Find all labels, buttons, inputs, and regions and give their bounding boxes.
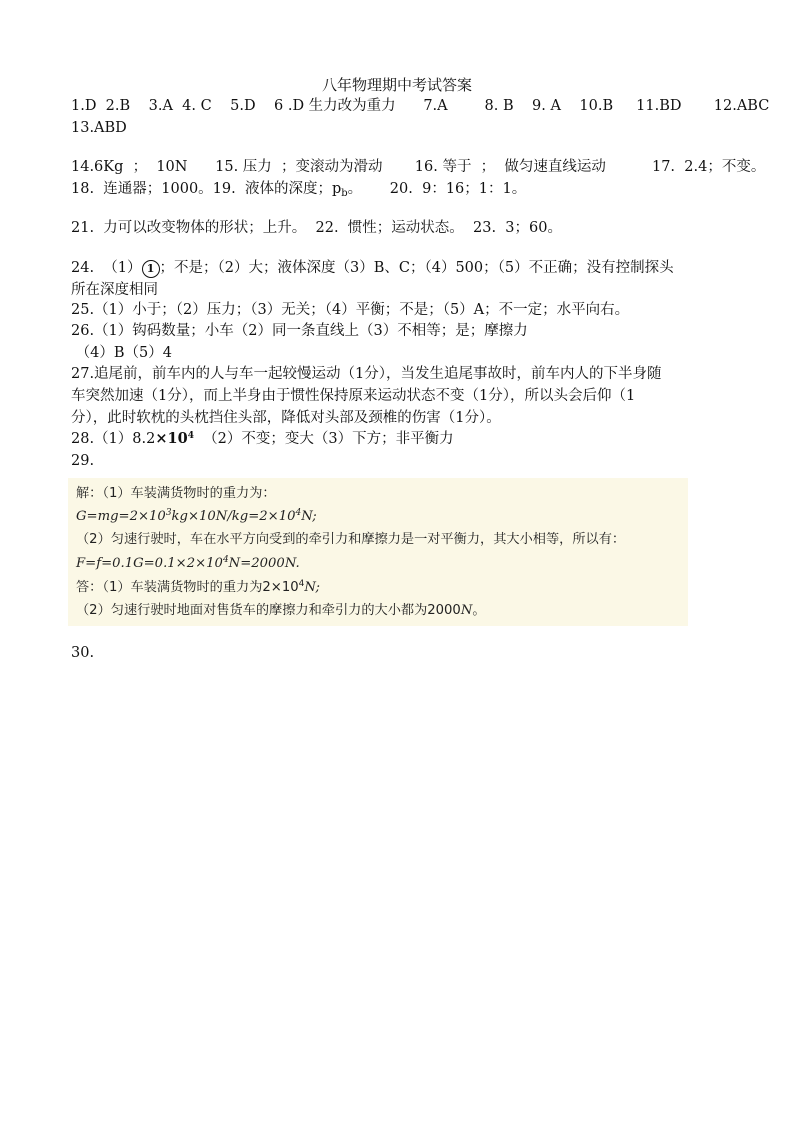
circled-number: 1 [142,260,160,278]
answer-line-24-cont: 所在深度相同 [71,282,158,298]
solution-line-2: $G=mg=2\times 10^3kg\times 10N/kg=2\times 10^4N$; [76,508,317,524]
answer-line-27: 27.追尾前，前车内的人与车一起较慢运动（1分），当发生追尾事故时，前车内人的下半身随 [71,366,662,382]
answer-line-14-17: 14.6Kg ； 10N 15. 压力 ；变滚动为滑动 16. 等于 ； 做匀速直线运动 17. 2.4；不变。 [71,159,766,175]
answer-line-27-cont1: 车突然加速（1分），而上半身由于惯性保持原来运动状态不变（1分），所以头会后仰（1 [71,388,636,404]
answer-line-29: 29. [71,453,95,469]
answer-line-13: 13.ABD [71,120,127,136]
answer-line-26-cont: （4）B（5）4 [71,345,172,361]
answer-line-28: $28.(1)8.2\times 10^4$ （2）不变；变大（3）下方；非平衡力 [71,430,454,447]
solution-line-5: 答：（1）车装满货物时的重力为$2\times 10^4N$; [76,579,320,595]
page-title: 八年物理期中考试答案 [321,76,472,94]
solution-line-4: $F=f=0.1G=0.1\times 2\times 10^4N=2000N$. [76,555,300,571]
answer-line-30: 30. [71,645,95,661]
answer-line-27-cont2: 分），此时软枕的头枕挡住头部，降低对头部及颈椎的伤害（1分）。 [71,410,501,426]
solution-line-1: 解：（1）车装满货物时的重力为： [76,486,276,501]
answer-line-21-23: 21. 力可以改变物体的形状；上升。 22. 惯性；运动状态。 23. 3；60。 [71,220,562,236]
answer-line-1-12: 1.D 2.B 3.A 4. C 5.D 6 .D 生力改为重力 7.A 8. B 9. A 10.B 11.BD 12.ABC [71,98,770,114]
solution-box [68,478,688,626]
answer-line-25: 25.（1）小于；（2）压力；（3）无关；（4）平衡；不是；（5）A；不一定；水平向右。 [71,302,630,318]
answer-line-18-20: 18. 连通器；1000。19. 液体的深度；$p_b$。 20. 9：16；1：1。 [71,181,527,199]
solution-line-6: （2）匀速行驶时地面对售货车的摩擦力和牵引力的大小都为2000N。 [76,603,486,618]
answer-line-24: 24. （1） 1 ；不是；（2）大；液体深度（3）B、C；（4）500；（5）不正确；没有控制探头 [71,260,674,276]
answer-line-26: 26.（1）钩码数量；小车（2）同一条直线上（3）不相等；是；摩擦力 [71,323,528,339]
solution-line-3: （2）匀速行驶时，车在水平方向受到的牵引力和摩擦力是一对平衡力，其大小相等，所以有： [76,532,626,547]
